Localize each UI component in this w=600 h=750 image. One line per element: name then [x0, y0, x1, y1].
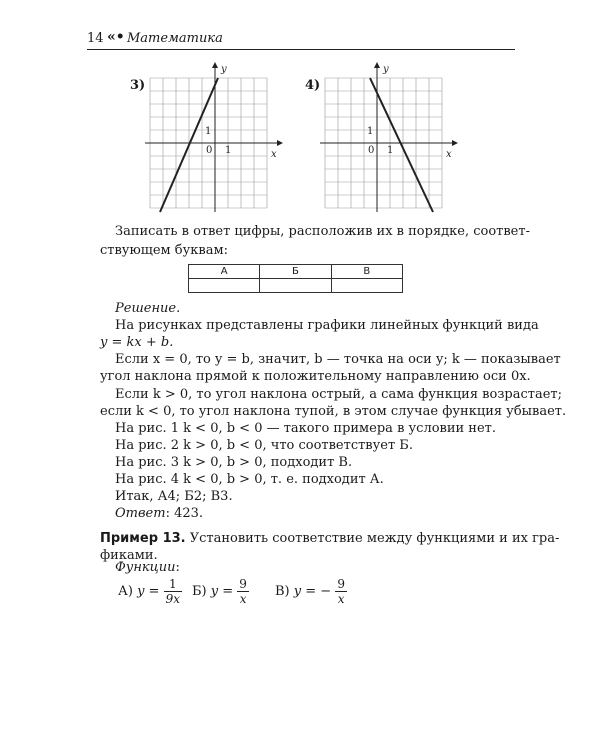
solution-p1-l2: y = kx + b.: [100, 335, 174, 350]
function-option-b-label: Б): [192, 584, 207, 599]
header-title: Математика: [127, 31, 223, 46]
solution-p2-l1: Если x = 0, то y = b, значит, b — точка на оси y; k — показывает: [115, 352, 561, 367]
example-13-line-1: [100, 531, 560, 546]
example-13-text-1: Установить соответствие между функциями и их гра-: [185, 531, 560, 546]
graph-4-y-label: y: [383, 64, 389, 75]
solution-row-2: На рис. 2 k > 0, b < 0, что соответствует Б.: [115, 438, 413, 453]
function-option-b-numerator: 9: [239, 577, 247, 591]
answer-table-cell-b: [260, 279, 331, 293]
solution-p3-l1: Если k > 0, то угол наклона острый, а сама функция возрастает;: [115, 387, 562, 402]
graph-4-x-label: x: [446, 149, 452, 160]
solution-p3-l2: если k < 0, то угол наклона тупой, в этом случае функция убывает.: [100, 404, 567, 419]
solution-row-1: На рис. 1 k < 0, b < 0 — такого примера в условии нет.: [115, 421, 496, 436]
functions-colon: :: [175, 560, 180, 575]
function-option-a-label: А): [118, 584, 133, 599]
answer-value: : 423.: [165, 506, 204, 521]
answer-table-cell-v: [331, 279, 402, 293]
answer-table: [188, 264, 403, 293]
function-option-b-fraction: [237, 577, 249, 606]
graph-4-x-arrow: [452, 140, 458, 146]
function-option-v-lhs: y = −: [293, 584, 332, 599]
function-option-b-denominator: x: [239, 592, 247, 606]
solution-row-4: На рис. 4 k < 0, b > 0, т. е. подходит А.: [115, 472, 384, 487]
page-number: 14: [87, 31, 104, 46]
graph-3-label: 3): [130, 78, 146, 93]
task-line-2: ствующем буквам:: [100, 243, 228, 258]
answer-table-header-row: [189, 265, 403, 279]
graph-4: [320, 62, 460, 212]
function-option-v: [275, 577, 347, 606]
graph-4-label: 4): [305, 78, 321, 93]
graph-3-x-label: x: [271, 149, 277, 160]
graph-3: [145, 62, 285, 212]
function-option-b: [192, 577, 249, 606]
solution-p2-l2: угол наклона прямой к положительному направлению оси 0x.: [100, 369, 531, 384]
header-rule: [87, 49, 515, 50]
function-option-v-numerator: 9: [337, 577, 345, 591]
answer-table-header-b: Б: [260, 265, 331, 279]
function-option-a-numerator: 1: [164, 577, 182, 592]
solution-row-3: На рис. 3 k > 0, b > 0, подходит В.: [115, 455, 353, 470]
function-option-a: [118, 577, 182, 606]
graph-3-tick-y: 1: [205, 126, 212, 137]
graph-4-tick-y: 1: [367, 126, 374, 137]
solution-summary: Итак, А4; Б2; В3.: [115, 489, 233, 504]
graph-3-y-arrow: [212, 62, 218, 68]
answer-table-header-v: В: [331, 265, 402, 279]
functions-heading: [115, 560, 535, 575]
function-option-v-denominator: x: [337, 592, 345, 606]
function-option-a-denominator: 9x: [165, 592, 180, 606]
graph-3-y-label: y: [221, 64, 227, 75]
solution-heading: Решение.: [115, 301, 181, 316]
graph-4-origin: 0: [368, 145, 375, 156]
functions-label: Функции: [115, 560, 176, 575]
function-option-b-lhs: y =: [210, 584, 234, 599]
task-line-1: Записать в ответ цифры, расположив их в порядке, соответ-: [115, 224, 530, 239]
graph-3-x-arrow: [277, 140, 283, 146]
graph-4-y-arrow: [374, 62, 380, 68]
answer-label: Ответ: [115, 506, 166, 521]
graph-3-origin: 0: [206, 145, 213, 156]
header-mark: «•: [107, 29, 125, 45]
function-option-a-lhs: y =: [137, 584, 160, 599]
graph-4-line: [370, 78, 433, 212]
example-13-title: Пример 13.: [100, 531, 186, 546]
function-option-v-fraction: [335, 577, 347, 606]
graph-3-tick-x: 1: [225, 145, 232, 156]
example-13-line-2: фиками.: [100, 548, 158, 563]
answer-table-cell-a: [189, 279, 260, 293]
graph-4-tick-x: 1: [387, 145, 394, 156]
answer-table-value-row: [189, 279, 403, 293]
solution-answer: [115, 506, 535, 521]
function-option-a-fraction: [164, 577, 182, 606]
solution-p1-l1: На рисунках представлены графики линейных функций вида: [115, 318, 539, 333]
answer-table-header-a: А: [189, 265, 260, 279]
page-header: [87, 28, 515, 50]
function-option-v-label: В): [275, 584, 290, 599]
